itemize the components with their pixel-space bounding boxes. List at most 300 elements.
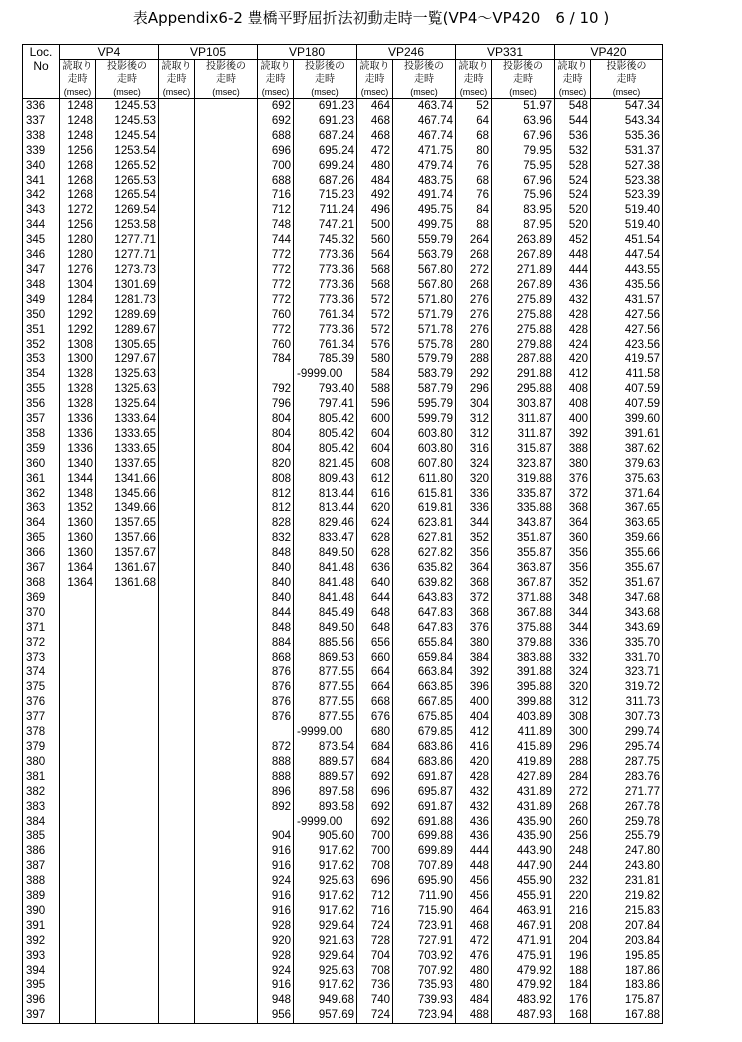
- unit-label: (msec): [555, 86, 591, 99]
- read-time-cell: [159, 248, 195, 263]
- projected-time-cell: [195, 591, 258, 606]
- projected-time-cell: 921.63: [294, 934, 357, 949]
- read-time-cell: 772: [258, 293, 294, 308]
- read-time-cell: 544: [555, 114, 591, 129]
- read-time-cell: [159, 815, 195, 830]
- read-time-cell: 688: [258, 174, 294, 189]
- read-time-cell: 564: [357, 248, 393, 263]
- projected-time-cell: 435.90: [492, 815, 555, 830]
- projected-time-cell: 611.80: [393, 472, 456, 487]
- projected-time-cell: 383.88: [492, 651, 555, 666]
- read-time-cell: [60, 725, 96, 740]
- loc-cell: 374: [23, 665, 60, 680]
- read-time-cell: [159, 636, 195, 651]
- read-time-cell: 488: [456, 1008, 492, 1023]
- projected-time-cell: 247.80: [591, 844, 663, 859]
- projected-time-cell: 773.36: [294, 248, 357, 263]
- projected-time-cell: 587.79: [393, 382, 456, 397]
- projected-time-cell: 363.65: [591, 516, 663, 531]
- projected-time-cell: 463.91: [492, 904, 555, 919]
- table-row: [23, 978, 663, 993]
- read-label: 走時: [357, 73, 393, 86]
- projected-time-cell: 319.72: [591, 680, 663, 695]
- projected-time-cell: [195, 263, 258, 278]
- read-time-cell: 724: [357, 1008, 393, 1023]
- read-time-cell: 188: [555, 964, 591, 979]
- read-time-cell: [159, 203, 195, 218]
- read-time-cell: 356: [456, 546, 492, 561]
- projected-time-cell: 479.92: [492, 978, 555, 993]
- read-time-cell: [258, 367, 294, 382]
- read-time-cell: 500: [357, 218, 393, 233]
- read-time-cell: 656: [357, 636, 393, 651]
- read-time-cell: 88: [456, 218, 492, 233]
- read-label: 走時: [159, 73, 195, 86]
- projected-time-cell: -9999.00: [294, 815, 357, 830]
- projected-time-cell: 1289.67: [96, 323, 159, 338]
- document-title: 表Appendix6-2 豊橋平野屈折法初動走時一覧(VP4～VP420 6 / 10 ): [132, 9, 610, 27]
- projected-time-cell: -9999.00: [294, 367, 357, 382]
- read-time-cell: 700: [357, 829, 393, 844]
- projected-time-cell: 215.83: [591, 904, 663, 919]
- read-time-cell: 1348: [60, 487, 96, 502]
- table-row: [23, 740, 663, 755]
- read-time-cell: 708: [357, 859, 393, 874]
- read-time-cell: [159, 129, 195, 144]
- projected-time-cell: 411.58: [591, 367, 663, 382]
- read-time-cell: 724: [357, 919, 393, 934]
- loc-cell: 382: [23, 785, 60, 800]
- unit-label: (msec): [60, 86, 96, 99]
- projected-time-cell: [195, 487, 258, 502]
- loc-cell: 336: [23, 99, 60, 114]
- loc-cell: 383: [23, 800, 60, 815]
- read-time-cell: 276: [456, 323, 492, 338]
- read-time-cell: [60, 978, 96, 993]
- read-time-cell: 676: [357, 710, 393, 725]
- table-row: [23, 606, 663, 621]
- projected-time-cell: [195, 442, 258, 457]
- read-time-cell: [159, 844, 195, 859]
- read-time-cell: 1292: [60, 323, 96, 338]
- read-time-cell: 348: [555, 591, 591, 606]
- projected-time-cell: 315.87: [492, 442, 555, 457]
- read-time-cell: [159, 218, 195, 233]
- read-time-cell: [159, 889, 195, 904]
- projected-time-cell: 1277.71: [96, 248, 159, 263]
- projected-time-cell: [96, 874, 159, 889]
- table-row: [23, 278, 663, 293]
- projected-time-cell: 375.88: [492, 621, 555, 636]
- projected-time-cell: [195, 501, 258, 516]
- projected-time-cell: 925.63: [294, 964, 357, 979]
- projected-time-cell: 773.36: [294, 293, 357, 308]
- read-time-cell: 1248: [60, 129, 96, 144]
- table-row: [23, 308, 663, 323]
- read-time-cell: 924: [258, 964, 294, 979]
- read-time-cell: [159, 725, 195, 740]
- read-time-cell: 1328: [60, 382, 96, 397]
- projected-time-cell: [96, 815, 159, 830]
- read-time-cell: 868: [258, 651, 294, 666]
- projected-time-cell: 283.76: [591, 770, 663, 785]
- projected-time-cell: 395.88: [492, 680, 555, 695]
- projected-time-cell: 1265.54: [96, 188, 159, 203]
- read-time-cell: 1360: [60, 516, 96, 531]
- loc-cell: 367: [23, 561, 60, 576]
- read-time-cell: 892: [258, 800, 294, 815]
- projected-time-cell: [195, 218, 258, 233]
- table-row: [23, 904, 663, 919]
- read-time-cell: [60, 859, 96, 874]
- read-time-cell: 320: [456, 472, 492, 487]
- projected-time-cell: 711.90: [393, 889, 456, 904]
- projected-time-cell: 571.79: [393, 308, 456, 323]
- read-time-cell: 812: [258, 487, 294, 502]
- unit-label: (msec): [456, 86, 492, 99]
- read-time-cell: 288: [555, 755, 591, 770]
- loc-cell: 353: [23, 352, 60, 367]
- projected-time-cell: 647.83: [393, 606, 456, 621]
- projected-time-cell: 1325.63: [96, 382, 159, 397]
- projected-time-cell: [195, 174, 258, 189]
- read-time-cell: 648: [357, 606, 393, 621]
- read-time-cell: 324: [555, 665, 591, 680]
- read-time-cell: 376: [555, 472, 591, 487]
- projected-time-cell: [96, 859, 159, 874]
- projected-time-cell: 571.80: [393, 293, 456, 308]
- read-time-cell: 792: [258, 382, 294, 397]
- projected-time-cell: 1265.53: [96, 174, 159, 189]
- read-time-cell: 728: [357, 934, 393, 949]
- table-row: [23, 99, 663, 114]
- projected-time-cell: 1333.65: [96, 427, 159, 442]
- read-time-cell: [159, 427, 195, 442]
- read-time-cell: 480: [456, 978, 492, 993]
- loc-cell: 370: [23, 606, 60, 621]
- projected-time-cell: [195, 472, 258, 487]
- projected-time-cell: 691.87: [393, 800, 456, 815]
- projected-time-cell: 495.75: [393, 203, 456, 218]
- read-time-cell: 84: [456, 203, 492, 218]
- loc-cell: 378: [23, 725, 60, 740]
- read-time-cell: 1328: [60, 397, 96, 412]
- read-time-cell: [159, 144, 195, 159]
- projected-time-cell: 715.90: [393, 904, 456, 919]
- read-time-cell: 748: [258, 218, 294, 233]
- projected-time-cell: [96, 964, 159, 979]
- projected-time-cell: 1245.54: [96, 129, 159, 144]
- loc-cell: 396: [23, 993, 60, 1008]
- read-time-cell: 452: [555, 233, 591, 248]
- projected-time-cell: 195.85: [591, 949, 663, 964]
- read-time-cell: [60, 665, 96, 680]
- projected-time-cell: -9999.00: [294, 725, 357, 740]
- read-time-cell: 480: [456, 964, 492, 979]
- read-time-cell: 448: [456, 859, 492, 874]
- projected-time-cell: 957.69: [294, 1008, 357, 1023]
- read-time-cell: [60, 829, 96, 844]
- projected-time-cell: 255.79: [591, 829, 663, 844]
- projected-time-cell: 543.34: [591, 114, 663, 129]
- projected-time-cell: 375.63: [591, 472, 663, 487]
- read-time-cell: 1300: [60, 352, 96, 367]
- read-time-cell: 468: [456, 919, 492, 934]
- projected-time-cell: [96, 949, 159, 964]
- projected-label: 投影後の: [294, 60, 357, 74]
- table-row: [23, 531, 663, 546]
- read-time-cell: 1248: [60, 99, 96, 114]
- read-time-cell: 680: [357, 725, 393, 740]
- projected-time-cell: 451.54: [591, 233, 663, 248]
- projected-time-cell: 873.54: [294, 740, 357, 755]
- loc-cell: 365: [23, 531, 60, 546]
- read-time-cell: 432: [456, 785, 492, 800]
- read-time-cell: 616: [357, 487, 393, 502]
- projected-time-cell: 773.36: [294, 263, 357, 278]
- loc-cell: 345: [23, 233, 60, 248]
- projected-time-cell: [96, 904, 159, 919]
- read-time-cell: 368: [555, 501, 591, 516]
- read-label: 走時: [258, 73, 294, 86]
- read-time-cell: 372: [456, 591, 492, 606]
- projected-time-cell: 303.87: [492, 397, 555, 412]
- projected-time-cell: 295.88: [492, 382, 555, 397]
- read-time-cell: 196: [555, 949, 591, 964]
- read-time-cell: 216: [555, 904, 591, 919]
- table-row: [23, 457, 663, 472]
- read-time-cell: 432: [456, 800, 492, 815]
- projected-time-cell: 1341.66: [96, 472, 159, 487]
- projected-time-cell: [195, 293, 258, 308]
- read-time-cell: 336: [555, 636, 591, 651]
- read-time-cell: 884: [258, 636, 294, 651]
- table-row: [23, 501, 663, 516]
- projected-time-cell: 487.93: [492, 1008, 555, 1023]
- read-time-cell: 1360: [60, 546, 96, 561]
- projected-label: 走時: [195, 73, 258, 86]
- projected-time-cell: 707.89: [393, 859, 456, 874]
- projected-time-cell: 821.45: [294, 457, 357, 472]
- projected-time-cell: [96, 710, 159, 725]
- read-time-cell: 268: [456, 248, 492, 263]
- read-time-cell: 772: [258, 248, 294, 263]
- projected-time-cell: 355.66: [591, 546, 663, 561]
- projected-time-cell: 877.55: [294, 695, 357, 710]
- read-time-cell: [159, 859, 195, 874]
- read-time-cell: 1336: [60, 442, 96, 457]
- projected-time-cell: 427.56: [591, 308, 663, 323]
- projected-time-cell: 917.62: [294, 859, 357, 874]
- projected-time-cell: 877.55: [294, 680, 357, 695]
- read-time-cell: 696: [357, 785, 393, 800]
- table-row: [23, 859, 663, 874]
- projected-time-cell: [195, 636, 258, 651]
- projected-label: 投影後の: [96, 60, 159, 74]
- read-time-cell: 376: [456, 621, 492, 636]
- projected-time-cell: 519.40: [591, 218, 663, 233]
- projected-time-cell: 331.70: [591, 651, 663, 666]
- projected-time-cell: 75.96: [492, 188, 555, 203]
- read-time-cell: 420: [555, 352, 591, 367]
- projected-time-cell: [195, 412, 258, 427]
- projected-time-cell: [195, 278, 258, 293]
- read-time-cell: [159, 770, 195, 785]
- loc-cell: 350: [23, 308, 60, 323]
- projected-label: 走時: [591, 73, 663, 86]
- projected-time-cell: 805.42: [294, 427, 357, 442]
- projected-time-cell: 431.89: [492, 800, 555, 815]
- read-time-cell: 428: [456, 770, 492, 785]
- table-row: [23, 263, 663, 278]
- read-time-cell: 736: [357, 978, 393, 993]
- table-row: [23, 382, 663, 397]
- read-time-cell: [159, 367, 195, 382]
- projected-time-cell: 1357.67: [96, 546, 159, 561]
- read-time-cell: 576: [357, 338, 393, 353]
- projected-time-cell: 427.89: [492, 770, 555, 785]
- loc-cell: 341: [23, 174, 60, 189]
- projected-time-cell: [195, 740, 258, 755]
- read-time-cell: 308: [555, 710, 591, 725]
- projected-time-cell: 519.40: [591, 203, 663, 218]
- read-time-cell: 420: [456, 755, 492, 770]
- read-time-cell: 620: [357, 501, 393, 516]
- projected-time-cell: [195, 680, 258, 695]
- projected-time-cell: 687.26: [294, 174, 357, 189]
- loc-cell: 359: [23, 442, 60, 457]
- read-time-cell: 244: [555, 859, 591, 874]
- loc-cell: 338: [23, 129, 60, 144]
- projected-time-cell: 471.75: [393, 144, 456, 159]
- read-time-cell: 596: [357, 397, 393, 412]
- projected-label: 投影後の: [492, 60, 555, 74]
- read-time-cell: 1364: [60, 561, 96, 576]
- table-row: [23, 591, 663, 606]
- projected-time-cell: 183.86: [591, 978, 663, 993]
- projected-time-cell: 925.63: [294, 874, 357, 889]
- projected-time-cell: [96, 680, 159, 695]
- read-time-cell: [159, 188, 195, 203]
- read-time-cell: 604: [357, 442, 393, 457]
- read-time-cell: 1292: [60, 308, 96, 323]
- unit-label: (msec): [159, 86, 195, 99]
- read-time-cell: 472: [357, 144, 393, 159]
- read-label: 読取り: [60, 60, 96, 74]
- read-time-cell: 480: [357, 159, 393, 174]
- projected-time-cell: 647.83: [393, 621, 456, 636]
- projected-time-cell: [195, 919, 258, 934]
- projected-time-cell: 603.80: [393, 442, 456, 457]
- projected-time-cell: 335.70: [591, 636, 663, 651]
- projected-time-cell: 691.87: [393, 770, 456, 785]
- projected-time-cell: 703.92: [393, 949, 456, 964]
- read-time-cell: 628: [357, 531, 393, 546]
- read-time-cell: 356: [555, 561, 591, 576]
- projected-time-cell: 87.95: [492, 218, 555, 233]
- table-row: [23, 815, 663, 830]
- projected-time-cell: [195, 531, 258, 546]
- read-time-cell: 444: [456, 844, 492, 859]
- vp-group-header: VP246: [357, 45, 456, 60]
- projected-time-cell: 695.90: [393, 874, 456, 889]
- read-time-cell: 704: [357, 949, 393, 964]
- loc-cell: 351: [23, 323, 60, 338]
- projected-time-cell: 559.79: [393, 233, 456, 248]
- projected-time-cell: 655.84: [393, 636, 456, 651]
- read-time-cell: 684: [357, 740, 393, 755]
- read-time-cell: 848: [258, 621, 294, 636]
- read-time-cell: [258, 815, 294, 830]
- projected-time-cell: 407.59: [591, 397, 663, 412]
- projected-time-cell: 431.57: [591, 293, 663, 308]
- table-row: [23, 233, 663, 248]
- read-time-cell: [159, 293, 195, 308]
- table-row: [23, 203, 663, 218]
- unit-label: (msec): [294, 86, 357, 99]
- read-time-cell: [60, 949, 96, 964]
- read-time-cell: 280: [456, 338, 492, 353]
- projected-time-cell: 547.34: [591, 99, 663, 114]
- projected-time-cell: 467.74: [393, 114, 456, 129]
- read-time-cell: [159, 964, 195, 979]
- read-time-cell: 316: [456, 442, 492, 457]
- projected-time-cell: 359.66: [591, 531, 663, 546]
- read-time-cell: 916: [258, 889, 294, 904]
- read-time-cell: [159, 949, 195, 964]
- read-label: 走時: [555, 73, 591, 86]
- header-label-row-2: [23, 73, 663, 86]
- read-time-cell: 356: [555, 546, 591, 561]
- read-time-cell: [159, 755, 195, 770]
- projected-time-cell: 727.91: [393, 934, 456, 949]
- loc-cell: 384: [23, 815, 60, 830]
- projected-time-cell: 785.39: [294, 352, 357, 367]
- projected-time-cell: [96, 651, 159, 666]
- read-time-cell: 344: [456, 516, 492, 531]
- travel-time-table: [22, 44, 663, 1024]
- projected-time-cell: [96, 934, 159, 949]
- projected-time-cell: 1297.67: [96, 352, 159, 367]
- projected-time-cell: 1265.52: [96, 159, 159, 174]
- read-time-cell: 296: [555, 740, 591, 755]
- read-time-cell: 456: [456, 889, 492, 904]
- projected-time-cell: [96, 740, 159, 755]
- projected-time-cell: 627.81: [393, 531, 456, 546]
- projected-time-cell: 1273.73: [96, 263, 159, 278]
- projected-time-cell: 207.84: [591, 919, 663, 934]
- read-time-cell: 716: [258, 188, 294, 203]
- unit-label: (msec): [591, 86, 663, 99]
- read-time-cell: [60, 770, 96, 785]
- projected-time-cell: [195, 203, 258, 218]
- read-time-cell: 288: [456, 352, 492, 367]
- projected-time-cell: 583.79: [393, 367, 456, 382]
- read-time-cell: 840: [258, 576, 294, 591]
- read-time-cell: 532: [555, 144, 591, 159]
- projected-time-cell: [195, 114, 258, 129]
- table-row: [23, 695, 663, 710]
- projected-time-cell: 275.88: [492, 323, 555, 338]
- projected-time-cell: 809.43: [294, 472, 357, 487]
- projected-time-cell: [195, 427, 258, 442]
- projected-time-cell: 295.74: [591, 740, 663, 755]
- projected-time-cell: 917.62: [294, 978, 357, 993]
- read-time-cell: 608: [357, 457, 393, 472]
- read-time-cell: 588: [357, 382, 393, 397]
- projected-label: 投影後の: [393, 60, 456, 74]
- read-time-cell: 772: [258, 323, 294, 338]
